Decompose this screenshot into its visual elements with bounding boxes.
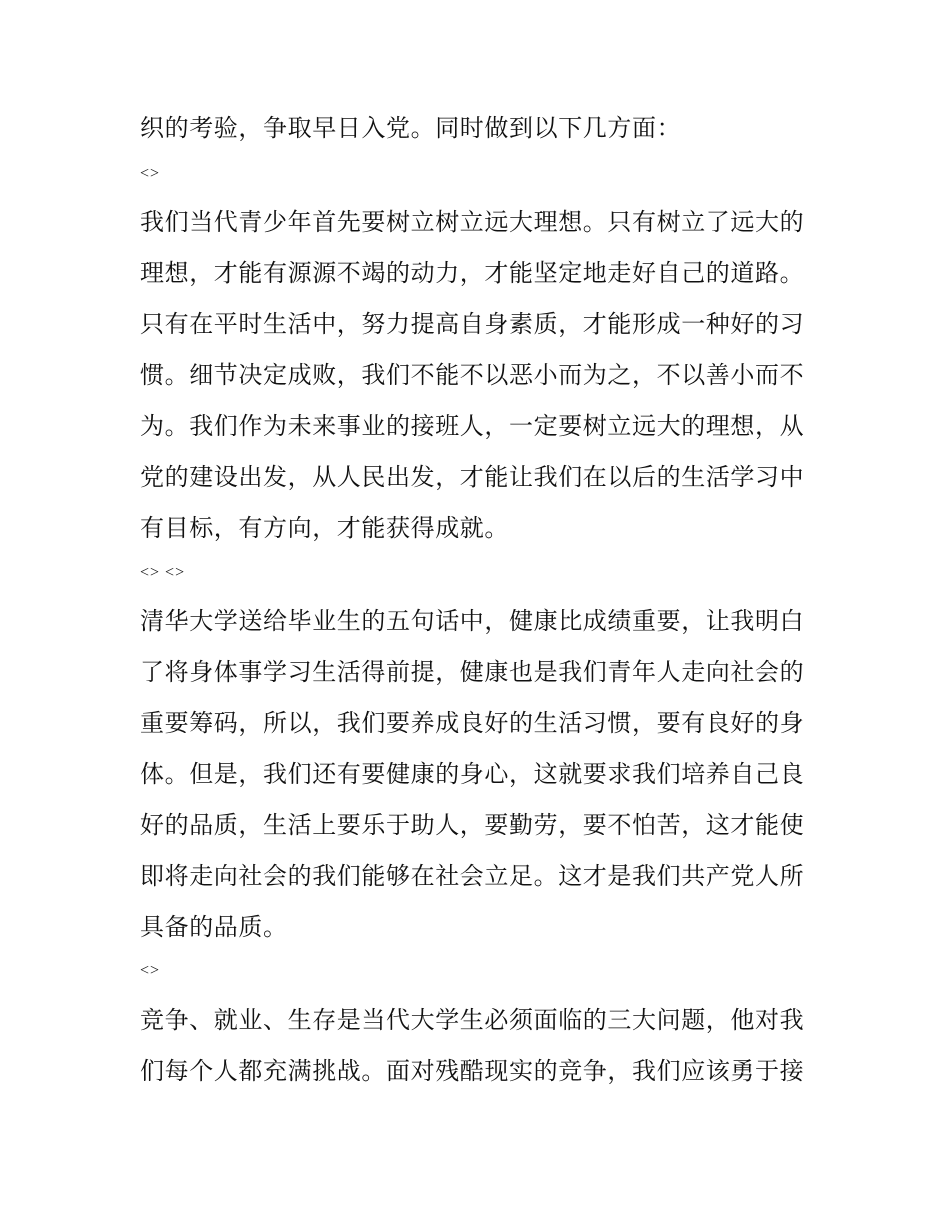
text-line: 有目标，有方向，才能获得成就。 xyxy=(140,514,509,542)
text-line: 清华大学送给毕业生的五句话中，健康比成绩重要，让我明白 xyxy=(140,607,805,635)
text-line: 好的品质，生活上要乐于助人，要勤劳，要不怕苦，这才能使 xyxy=(140,811,805,839)
text-line: 体。但是，我们还有要健康的身心，这就要求我们培养自己良 xyxy=(140,760,805,788)
text-line: 了将身体事学习生活得前提，健康也是我们青年人走向社会的 xyxy=(140,658,805,686)
text-line: 为。我们作为未来事业的接班人，一定要树立远大的理想，从 xyxy=(140,412,805,440)
text-line: 具备的品质。 xyxy=(140,913,288,941)
text-line: 我们当代青少年首先要树立树立远大理想。只有树立了远大的 xyxy=(140,208,805,236)
text-line: 重要筹码，所以，我们要养成良好的生活习惯，要有良好的身 xyxy=(140,709,805,737)
text-line: 惯。细节决定成败，我们不能不以恶小而为之，不以善小而不 xyxy=(140,361,805,389)
paragraph-marker: <> xyxy=(140,165,161,182)
paragraph-marker: <> xyxy=(140,962,161,979)
text-line: 织的考验，争取早日入党。同时做到以下几方面： xyxy=(140,114,682,142)
text-line: 党的建设出发，从人民出发，才能让我们在以后的生活学习中 xyxy=(140,463,805,491)
text-line: 只有在平时生活中，努力提高自身素质，才能形成一种好的习 xyxy=(140,310,805,338)
text-line: 即将走向社会的我们能够在社会立足。这才是我们共产党人所 xyxy=(140,862,805,890)
text-line: 们每个人都充满挑战。面对残酷现实的竞争，我们应该勇于接 xyxy=(140,1057,805,1085)
paragraph-marker: <> <> xyxy=(140,564,186,581)
text-line: 理想，才能有源源不竭的动力，才能坚定地走好自己的道路。 xyxy=(140,259,805,287)
text-line: 竞争、就业、生存是当代大学生必须面临的三大问题，他对我 xyxy=(140,1006,805,1034)
